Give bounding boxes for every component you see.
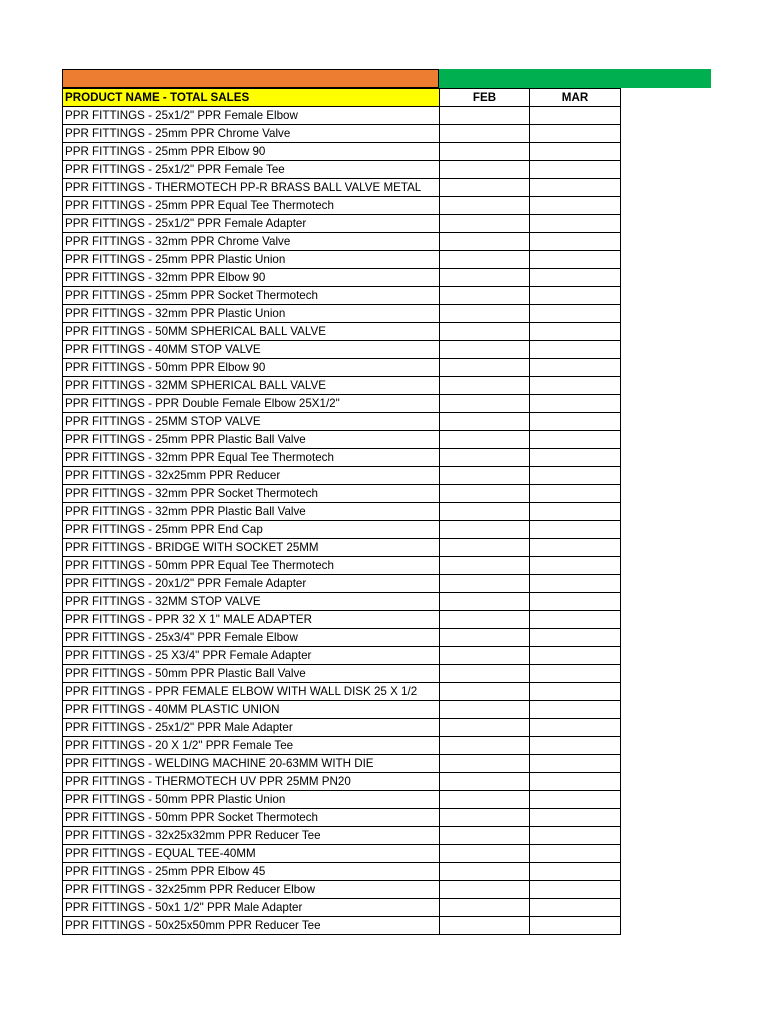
mar-value-cell[interactable]: [530, 503, 621, 521]
feb-value-cell[interactable]: [440, 323, 530, 341]
feb-value-cell[interactable]: [440, 737, 530, 755]
mar-value-cell[interactable]: [530, 251, 621, 269]
product-name-cell[interactable]: PPR FITTINGS - 32mm PPR Equal Tee Thermotech: [63, 449, 440, 467]
feb-value-cell[interactable]: [440, 899, 530, 917]
table-row: [63, 629, 621, 647]
feb-value-cell[interactable]: [440, 179, 530, 197]
feb-value-cell[interactable]: [440, 557, 530, 575]
feb-value-cell[interactable]: [440, 305, 530, 323]
product-name-cell[interactable]: PPR FITTINGS - 32MM STOP VALVE: [63, 593, 440, 611]
table-row: [63, 215, 621, 233]
product-name-cell[interactable]: PPR FITTINGS - BRIDGE WITH SOCKET 25MM: [63, 539, 440, 557]
product-name-cell[interactable]: PPR FITTINGS - 32MM SPHERICAL BALL VALVE: [63, 377, 440, 395]
feb-value-cell[interactable]: [440, 215, 530, 233]
feb-value-cell[interactable]: [440, 539, 530, 557]
product-name-cell[interactable]: PPR FITTINGS - 25mm PPR Elbow 90: [63, 143, 440, 161]
table-row: [63, 557, 621, 575]
sales-table: [62, 88, 621, 935]
product-name-cell[interactable]: PPR FITTINGS - 32mm PPR Elbow 90: [63, 269, 440, 287]
feb-value-cell[interactable]: [440, 233, 530, 251]
feb-value-cell[interactable]: [440, 395, 530, 413]
table-row: [63, 863, 621, 881]
feb-value-cell[interactable]: [440, 719, 530, 737]
feb-value-cell[interactable]: [440, 197, 530, 215]
product-name-cell[interactable]: PPR FITTINGS - 25 X3/4" PPR Female Adapter: [63, 647, 440, 665]
mar-value-cell[interactable]: [530, 359, 621, 377]
mar-value-cell[interactable]: [530, 539, 621, 557]
mar-value-cell[interactable]: [530, 377, 621, 395]
feb-value-cell[interactable]: [440, 521, 530, 539]
product-name-cell[interactable]: PPR FITTINGS - 25x1/2" PPR Male Adapter: [63, 719, 440, 737]
mar-value-cell[interactable]: [530, 809, 621, 827]
table-row: [63, 791, 621, 809]
feb-value-cell[interactable]: [440, 791, 530, 809]
mar-value-cell[interactable]: [530, 611, 621, 629]
product-name-cell[interactable]: PPR FITTINGS - 25MM STOP VALVE: [63, 413, 440, 431]
product-name-cell[interactable]: PPR FITTINGS - 20 X 1/2" PPR Female Tee: [63, 737, 440, 755]
product-name-cell[interactable]: PPR FITTINGS - 50mm PPR Socket Thermotech: [63, 809, 440, 827]
table-row: [63, 341, 621, 359]
mar-value-cell[interactable]: [530, 701, 621, 719]
product-name-cell[interactable]: PPR FITTINGS - 20x1/2" PPR Female Adapter: [63, 575, 440, 593]
mar-value-cell[interactable]: [530, 197, 621, 215]
table-row: [63, 737, 621, 755]
product-name-cell[interactable]: PPR FITTINGS - 32mm PPR Plastic Union: [63, 305, 440, 323]
mar-value-cell[interactable]: [530, 431, 621, 449]
feb-value-cell[interactable]: [440, 503, 530, 521]
table-row: [63, 125, 621, 143]
sales-spreadsheet: [62, 69, 621, 935]
feb-value-cell[interactable]: [440, 575, 530, 593]
mar-value-cell[interactable]: [530, 323, 621, 341]
title-bar-months-cell[interactable]: [439, 69, 711, 88]
table-row: [63, 575, 621, 593]
table-row: [63, 161, 621, 179]
product-name-cell[interactable]: PPR FITTINGS - 25mm PPR End Cap: [63, 521, 440, 539]
product-name-cell[interactable]: PPR FITTINGS - WELDING MACHINE 20-63MM WITH DIE: [63, 755, 440, 773]
feb-value-cell[interactable]: [440, 359, 530, 377]
product-name-cell[interactable]: PPR FITTINGS - 50MM SPHERICAL BALL VALVE: [63, 323, 440, 341]
mar-value-cell[interactable]: [530, 575, 621, 593]
mar-value-cell[interactable]: [530, 557, 621, 575]
feb-value-cell[interactable]: [440, 611, 530, 629]
mar-value-cell[interactable]: [530, 719, 621, 737]
mar-value-cell[interactable]: [530, 629, 621, 647]
feb-value-cell[interactable]: [440, 413, 530, 431]
product-name-cell[interactable]: PPR FITTINGS - 25mm PPR Plastic Ball Valve: [63, 431, 440, 449]
product-name-cell[interactable]: PPR FITTINGS - 50mm PPR Plastic Ball Valve: [63, 665, 440, 683]
feb-value-cell[interactable]: [440, 125, 530, 143]
mar-value-cell[interactable]: [530, 449, 621, 467]
feb-value-cell[interactable]: [440, 881, 530, 899]
mar-value-cell[interactable]: [530, 665, 621, 683]
feb-value-cell[interactable]: [440, 773, 530, 791]
product-name-cell[interactable]: PPR FITTINGS - 25x1/2" PPR Female Tee: [63, 161, 440, 179]
feb-value-cell[interactable]: [440, 683, 530, 701]
product-name-cell[interactable]: PPR FITTINGS - PPR Double Female Elbow 25X1/2": [63, 395, 440, 413]
mar-value-cell[interactable]: [530, 485, 621, 503]
mar-value-cell[interactable]: [530, 755, 621, 773]
mar-value-cell[interactable]: [530, 305, 621, 323]
feb-value-cell[interactable]: [440, 143, 530, 161]
product-name-cell[interactable]: PPR FITTINGS - 50mm PPR Plastic Union: [63, 791, 440, 809]
product-name-cell[interactable]: PPR FITTINGS - 25x1/2" PPR Female Adapter: [63, 215, 440, 233]
mar-value-cell[interactable]: [530, 287, 621, 305]
product-name-cell[interactable]: PPR FITTINGS - EQUAL TEE-40MM: [63, 845, 440, 863]
product-name-cell[interactable]: PPR FITTINGS - 32mm PPR Plastic Ball Valve: [63, 503, 440, 521]
feb-value-cell[interactable]: [440, 845, 530, 863]
table-row: [63, 683, 621, 701]
product-name-cell[interactable]: PPR FITTINGS - 32x25mm PPR Reducer: [63, 467, 440, 485]
title-bar: [62, 69, 621, 88]
table-row: [63, 107, 621, 125]
table-row: [63, 233, 621, 251]
feb-value-cell[interactable]: [440, 269, 530, 287]
table-row: [63, 881, 621, 899]
mar-value-cell[interactable]: [530, 413, 621, 431]
table-row: [63, 287, 621, 305]
table-row: [63, 593, 621, 611]
table-row: [63, 395, 621, 413]
table-row: [63, 773, 621, 791]
table-row: [63, 485, 621, 503]
mar-value-cell[interactable]: [530, 143, 621, 161]
feb-value-cell[interactable]: [440, 665, 530, 683]
mar-header-cell[interactable]: MAR: [530, 89, 621, 107]
feb-value-cell[interactable]: [440, 431, 530, 449]
product-name-cell[interactable]: PPR FITTINGS - 50mm PPR Elbow 90: [63, 359, 440, 377]
table-row: [63, 251, 621, 269]
mar-value-cell[interactable]: [530, 125, 621, 143]
product-name-cell[interactable]: PPR FITTINGS - 32mm PPR Chrome Valve: [63, 233, 440, 251]
table-row: [63, 467, 621, 485]
feb-value-cell[interactable]: [440, 629, 530, 647]
mar-value-cell[interactable]: [530, 161, 621, 179]
table-row: [63, 899, 621, 917]
feb-value-cell[interactable]: [440, 107, 530, 125]
mar-value-cell[interactable]: [530, 107, 621, 125]
table-row: [63, 647, 621, 665]
feb-value-cell[interactable]: [440, 161, 530, 179]
product-name-cell[interactable]: PPR FITTINGS - 25mm PPR Equal Tee Thermotech: [63, 197, 440, 215]
feb-value-cell[interactable]: [440, 701, 530, 719]
mar-value-cell[interactable]: [530, 341, 621, 359]
product-name-cell[interactable]: PPR FITTINGS - 25mm PPR Plastic Union: [63, 251, 440, 269]
table-row: [63, 755, 621, 773]
product-name-cell[interactable]: PPR FITTINGS - 50x1 1/2" PPR Male Adapter: [63, 899, 440, 917]
mar-value-cell[interactable]: [530, 881, 621, 899]
table-row: [63, 917, 621, 935]
table-row: [63, 611, 621, 629]
mar-value-cell[interactable]: [530, 269, 621, 287]
mar-value-cell[interactable]: [530, 845, 621, 863]
feb-value-cell[interactable]: [440, 485, 530, 503]
feb-value-cell[interactable]: [440, 593, 530, 611]
feb-value-cell[interactable]: [440, 287, 530, 305]
feb-value-cell[interactable]: [440, 251, 530, 269]
product-name-cell[interactable]: PPR FITTINGS - 25x3/4" PPR Female Elbow: [63, 629, 440, 647]
feb-header-cell[interactable]: FEB: [440, 89, 530, 107]
product-name-cell[interactable]: PPR FITTINGS - 32x25mm PPR Reducer Elbow: [63, 881, 440, 899]
table-row: [63, 845, 621, 863]
product-header-cell[interactable]: PRODUCT NAME - TOTAL SALES: [63, 89, 440, 107]
table-row: [63, 143, 621, 161]
product-name-cell[interactable]: PPR FITTINGS - 32mm PPR Socket Thermotech: [63, 485, 440, 503]
product-name-cell[interactable]: PPR FITTINGS - 25mm PPR Chrome Valve: [63, 125, 440, 143]
feb-value-cell[interactable]: [440, 755, 530, 773]
feb-value-cell[interactable]: [440, 809, 530, 827]
table-row: [63, 539, 621, 557]
product-name-cell[interactable]: PPR FITTINGS - 50mm PPR Equal Tee Thermotech: [63, 557, 440, 575]
table-row: [63, 305, 621, 323]
product-name-cell[interactable]: PPR FITTINGS - 40MM PLASTIC UNION: [63, 701, 440, 719]
feb-value-cell[interactable]: [440, 827, 530, 845]
table-row: [63, 269, 621, 287]
table-row: [63, 197, 621, 215]
mar-value-cell[interactable]: [530, 593, 621, 611]
mar-value-cell[interactable]: [530, 827, 621, 845]
table-row: [63, 809, 621, 827]
table-row: [63, 503, 621, 521]
mar-value-cell[interactable]: [530, 395, 621, 413]
mar-value-cell[interactable]: [530, 215, 621, 233]
mar-value-cell[interactable]: [530, 791, 621, 809]
feb-value-cell[interactable]: [440, 917, 530, 935]
table-row: [63, 521, 621, 539]
product-name-cell[interactable]: PPR FITTINGS - 50x25x50mm PPR Reducer Tee: [63, 917, 440, 935]
feb-value-cell[interactable]: [440, 467, 530, 485]
feb-value-cell[interactable]: [440, 647, 530, 665]
mar-value-cell[interactable]: [530, 917, 621, 935]
product-name-cell[interactable]: PPR FITTINGS - PPR 32 X 1" MALE ADAPTER: [63, 611, 440, 629]
product-name-cell[interactable]: PPR FITTINGS - 25mm PPR Elbow 45: [63, 863, 440, 881]
mar-value-cell[interactable]: [530, 899, 621, 917]
mar-value-cell[interactable]: [530, 773, 621, 791]
product-name-cell[interactable]: PPR FITTINGS - THERMOTECH PP-R BRASS BALL VALVE METAL: [63, 179, 440, 197]
feb-value-cell[interactable]: [440, 449, 530, 467]
mar-value-cell[interactable]: [530, 233, 621, 251]
product-name-cell[interactable]: PPR FITTINGS - 32x25x32mm PPR Reducer Tee: [63, 827, 440, 845]
product-name-cell[interactable]: PPR FITTINGS - PPR FEMALE ELBOW WITH WALL DISK 25 X 1/2: [63, 683, 440, 701]
feb-value-cell[interactable]: [440, 341, 530, 359]
table-row: [63, 665, 621, 683]
table-row: [63, 359, 621, 377]
product-name-cell[interactable]: PPR FITTINGS - 25mm PPR Socket Thermotech: [63, 287, 440, 305]
table-row: [63, 377, 621, 395]
title-bar-product-cell[interactable]: [62, 69, 439, 88]
product-name-cell[interactable]: PPR FITTINGS - THERMOTECH UV PPR 25MM PN20: [63, 773, 440, 791]
table-row: [63, 413, 621, 431]
table-row: [63, 827, 621, 845]
feb-value-cell[interactable]: [440, 377, 530, 395]
mar-value-cell[interactable]: [530, 179, 621, 197]
product-name-cell[interactable]: PPR FITTINGS - 40MM STOP VALVE: [63, 341, 440, 359]
header-row: [63, 89, 621, 107]
table-row: [63, 323, 621, 341]
mar-value-cell[interactable]: [530, 467, 621, 485]
table-row: [63, 179, 621, 197]
mar-value-cell[interactable]: [530, 863, 621, 881]
product-name-cell[interactable]: PPR FITTINGS - 25x1/2" PPR Female Elbow: [63, 107, 440, 125]
table-row: [63, 431, 621, 449]
table-row: [63, 701, 621, 719]
mar-value-cell[interactable]: [530, 737, 621, 755]
table-row: [63, 449, 621, 467]
mar-value-cell[interactable]: [530, 521, 621, 539]
feb-value-cell[interactable]: [440, 863, 530, 881]
table-row: [63, 719, 621, 737]
mar-value-cell[interactable]: [530, 647, 621, 665]
mar-value-cell[interactable]: [530, 683, 621, 701]
